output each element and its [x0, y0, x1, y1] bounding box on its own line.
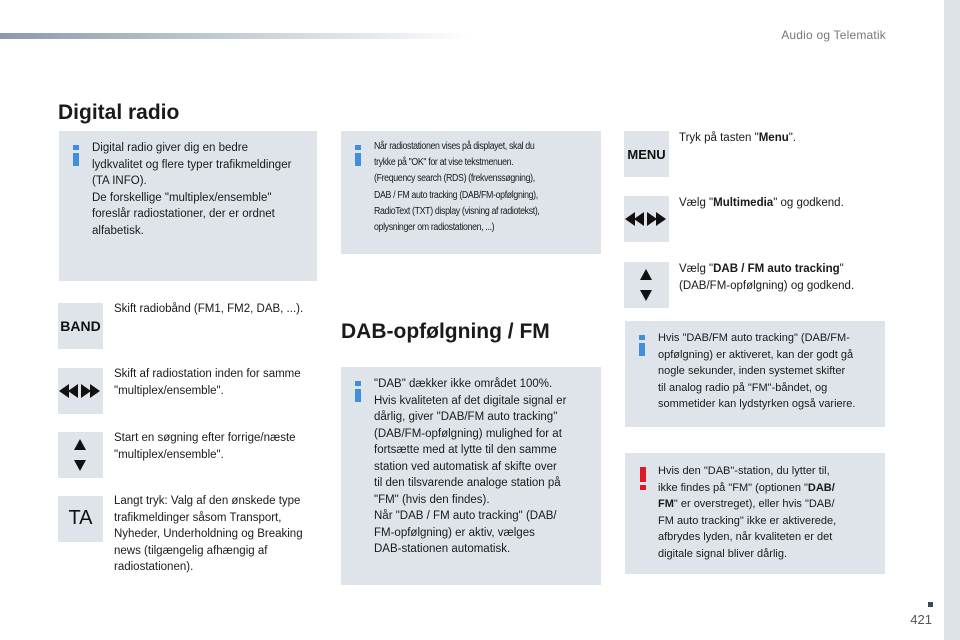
- info-icon: [355, 145, 361, 165]
- info-box-text: Hvis "DAB/FM auto tracking" (DAB/FM- opfølgning) er aktiveret, kan der godt gå nogle sekunder, inden systemet skifter til analog radio på "FM"-båndet, og sommetider kan lydstyrken også variere.: [658, 332, 856, 411]
- warning-box-text: Hvis den "DAB"-station, du lytter til, ikke findes på "FM" (optionen "DAB/ FM" er overstreget), eller hvis "DAB/ FM auto tracking" ikke er aktiverede, afbrydes lyden, når kvaliteten er det digitale signal bliver dårlig.: [658, 465, 837, 560]
- warning-box-no-fm: [625, 453, 885, 574]
- info-box-text: Når radiostationen vises på displayet, skal du trykke på "OK" for at vise tekstmenuen. (Frequency search (RDS) (frekvenssøgning), DAB / FM auto tracking (DAB/FM-opfølgning), RadioText (TXT) display (visning af radiotekst), oplysninger om radiostationen, ...): [374, 141, 540, 234]
- section-title-digital-radio: Digital radio: [58, 101, 180, 124]
- control-text-ta: Langt tryk: Valg af den ønskede type trafikmeldinger såsom Transport, Nyheder, Underholdning og Breaking news (tilgængelig afhængig af radiostationen).: [114, 495, 303, 573]
- section-title-dab-fm: DAB-opfølgning / FM: [341, 320, 550, 343]
- info-box-dab-coverage: [341, 367, 601, 585]
- menu-key: MENU: [624, 131, 669, 177]
- page-marker: [928, 602, 933, 607]
- step-text-multimedia: Vælg "Multimedia" og godkend.: [679, 197, 844, 209]
- step-text-dab-fm: Vælg "DAB / FM auto tracking" (DAB/FM-opfølgning) og godkend.: [679, 263, 855, 292]
- up-down-arrows-icon: [58, 432, 103, 478]
- page-number: 421: [910, 612, 932, 627]
- control-text-search: Start en søgning efter forrige/næste "multiplex/ensemble".: [114, 432, 296, 461]
- seek-arrows-icon: [58, 368, 103, 414]
- seek-arrows-icon: [624, 196, 669, 242]
- info-box-text: "DAB" dækker ikke området 100%. Hvis kvaliteten af det digitale signal er dårlig, giver "DAB/FM auto tracking" (DAB/FM-opfølgning) mulighed for at fortsætte med at lytte til den samme station ved automatisk af skifte over til den tilsvarende analoge station på "FM" (hvis den findes). Når "DAB / FM auto tracking" (DAB/ FM-opfølgning) er aktiv, vælges DAB-stationen automatisk.: [374, 378, 567, 555]
- ta-key: TA: [58, 496, 103, 542]
- info-box-text: Digital radio giver dig en bedre lydkvalitet og flere typer trafikmeldinger (TA INFO). De forskellige "multiplex/ensemble" foreslår radiostationer, der er ordnet alfabetisk.: [92, 142, 292, 237]
- info-icon: [355, 381, 361, 401]
- info-box-digital-radio: [59, 131, 317, 281]
- info-icon: [73, 145, 79, 165]
- band-key: BAND: [58, 303, 103, 349]
- header-rule: [0, 33, 470, 39]
- info-box-auto-tracking: [625, 321, 885, 427]
- control-text-seek: Skift af radiostation inden for samme "multiplex/ensemble".: [114, 368, 301, 397]
- info-icon: [639, 335, 645, 355]
- info-box-rds-menu: [341, 131, 601, 254]
- warning-icon: [639, 467, 647, 487]
- running-head: Audio og Telematik: [781, 28, 886, 42]
- page-edge-strip: [944, 0, 960, 640]
- step-text-menu: Tryk på tasten "Menu".: [679, 132, 797, 144]
- up-down-arrows-icon: [624, 262, 669, 308]
- control-text-band: Skift radiobånd (FM1, FM2, DAB, ...).: [114, 303, 304, 315]
